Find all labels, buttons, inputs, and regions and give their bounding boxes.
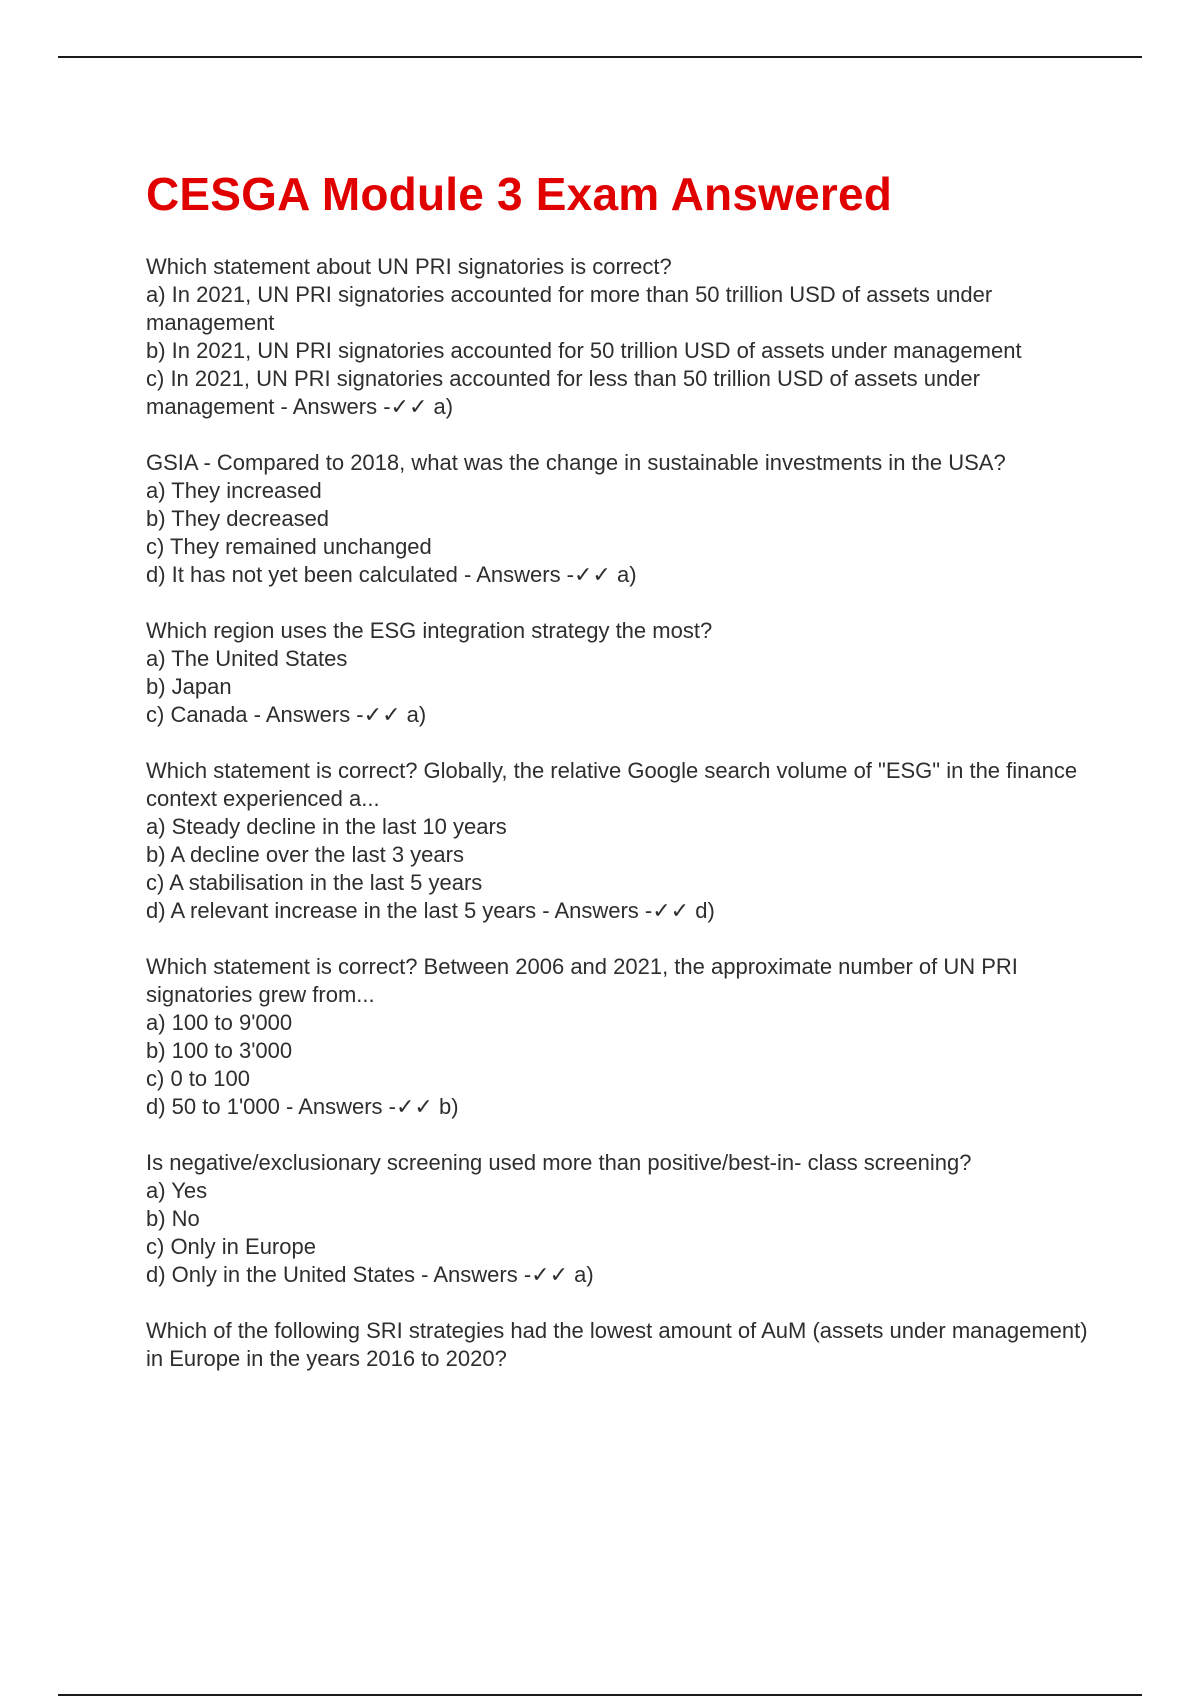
question-text: Which statement is correct? Globally, the relative Google search volume of "ESG" in the finance context experienced a... xyxy=(146,757,1078,811)
question-text: Is negative/exclusionary screening used more than positive/best-in- class screening? xyxy=(146,1149,972,1175)
header-rule xyxy=(58,56,1142,58)
footer-rule xyxy=(58,1694,1142,1696)
answer-option: b) Japan xyxy=(146,673,232,699)
answer-option: a) In 2021, UN PRI signatories accounted for more than 50 trillion USD of assets under management xyxy=(146,281,993,335)
answer-option: b) A decline over the last 3 years xyxy=(146,841,464,867)
answer-option: c) They remained unchanged xyxy=(146,533,432,559)
answer-option-with-key: c) Canada - Answers -✓✓ a) xyxy=(146,701,427,727)
question-text: Which region uses the ESG integration strategy the most? xyxy=(146,617,713,643)
answer-option: b) They decreased xyxy=(146,505,330,531)
question-block xyxy=(146,953,1106,1121)
question-block xyxy=(146,617,1106,729)
question-list xyxy=(146,253,1106,1373)
answer-option: a) The United States xyxy=(146,645,348,671)
document-title: CESGA Module 3 Exam Answered xyxy=(146,168,893,220)
answer-option-with-key: d) A relevant increase in the last 5 years - Answers -✓✓ d) xyxy=(146,897,715,923)
question-block xyxy=(146,1317,1106,1373)
answer-option-with-key: d) 50 to 1'000 - Answers -✓✓ b) xyxy=(146,1093,459,1119)
answer-option-with-key: c) In 2021, UN PRI signatories accounted for less than 50 trillion USD of assets under management - Answers -✓✓ a) xyxy=(146,365,980,419)
question-block xyxy=(146,449,1106,589)
answer-option: a) Steady decline in the last 10 years xyxy=(146,813,507,839)
question-text: Which statement is correct? Between 2006 and 2021, the approximate number of UN PRI signatories grew from... xyxy=(146,953,1018,1007)
question-block xyxy=(146,1149,1106,1289)
answer-option: b) 100 to 3'000 xyxy=(146,1037,293,1063)
answer-option-with-key: d) Only in the United States - Answers -✓✓ a) xyxy=(146,1261,594,1287)
question-block xyxy=(146,757,1106,925)
question-text: GSIA - Compared to 2018, what was the change in sustainable investments in the USA? xyxy=(146,449,1006,475)
answer-option: a) They increased xyxy=(146,477,322,503)
answer-option: c) A stabilisation in the last 5 years xyxy=(146,869,483,895)
answer-option: b) In 2021, UN PRI signatories accounted for 50 trillion USD of assets under management xyxy=(146,337,1022,363)
answer-option: c) Only in Europe xyxy=(146,1233,316,1259)
answer-option: c) 0 to 100 xyxy=(146,1065,250,1091)
question-text: Which of the following SRI strategies had the lowest amount of AuM (assets under management) in Europe in the years 2016 to 2020? xyxy=(146,1317,1088,1371)
answer-option: a) Yes xyxy=(146,1177,208,1203)
question-block xyxy=(146,253,1106,421)
question-text: Which statement about UN PRI signatories is correct? xyxy=(146,253,672,279)
answer-option-with-key: d) It has not yet been calculated - Answers -✓✓ a) xyxy=(146,561,637,587)
document-body xyxy=(146,168,1106,1401)
answer-option: a) 100 to 9'000 xyxy=(146,1009,293,1035)
answer-option: b) No xyxy=(146,1205,200,1231)
